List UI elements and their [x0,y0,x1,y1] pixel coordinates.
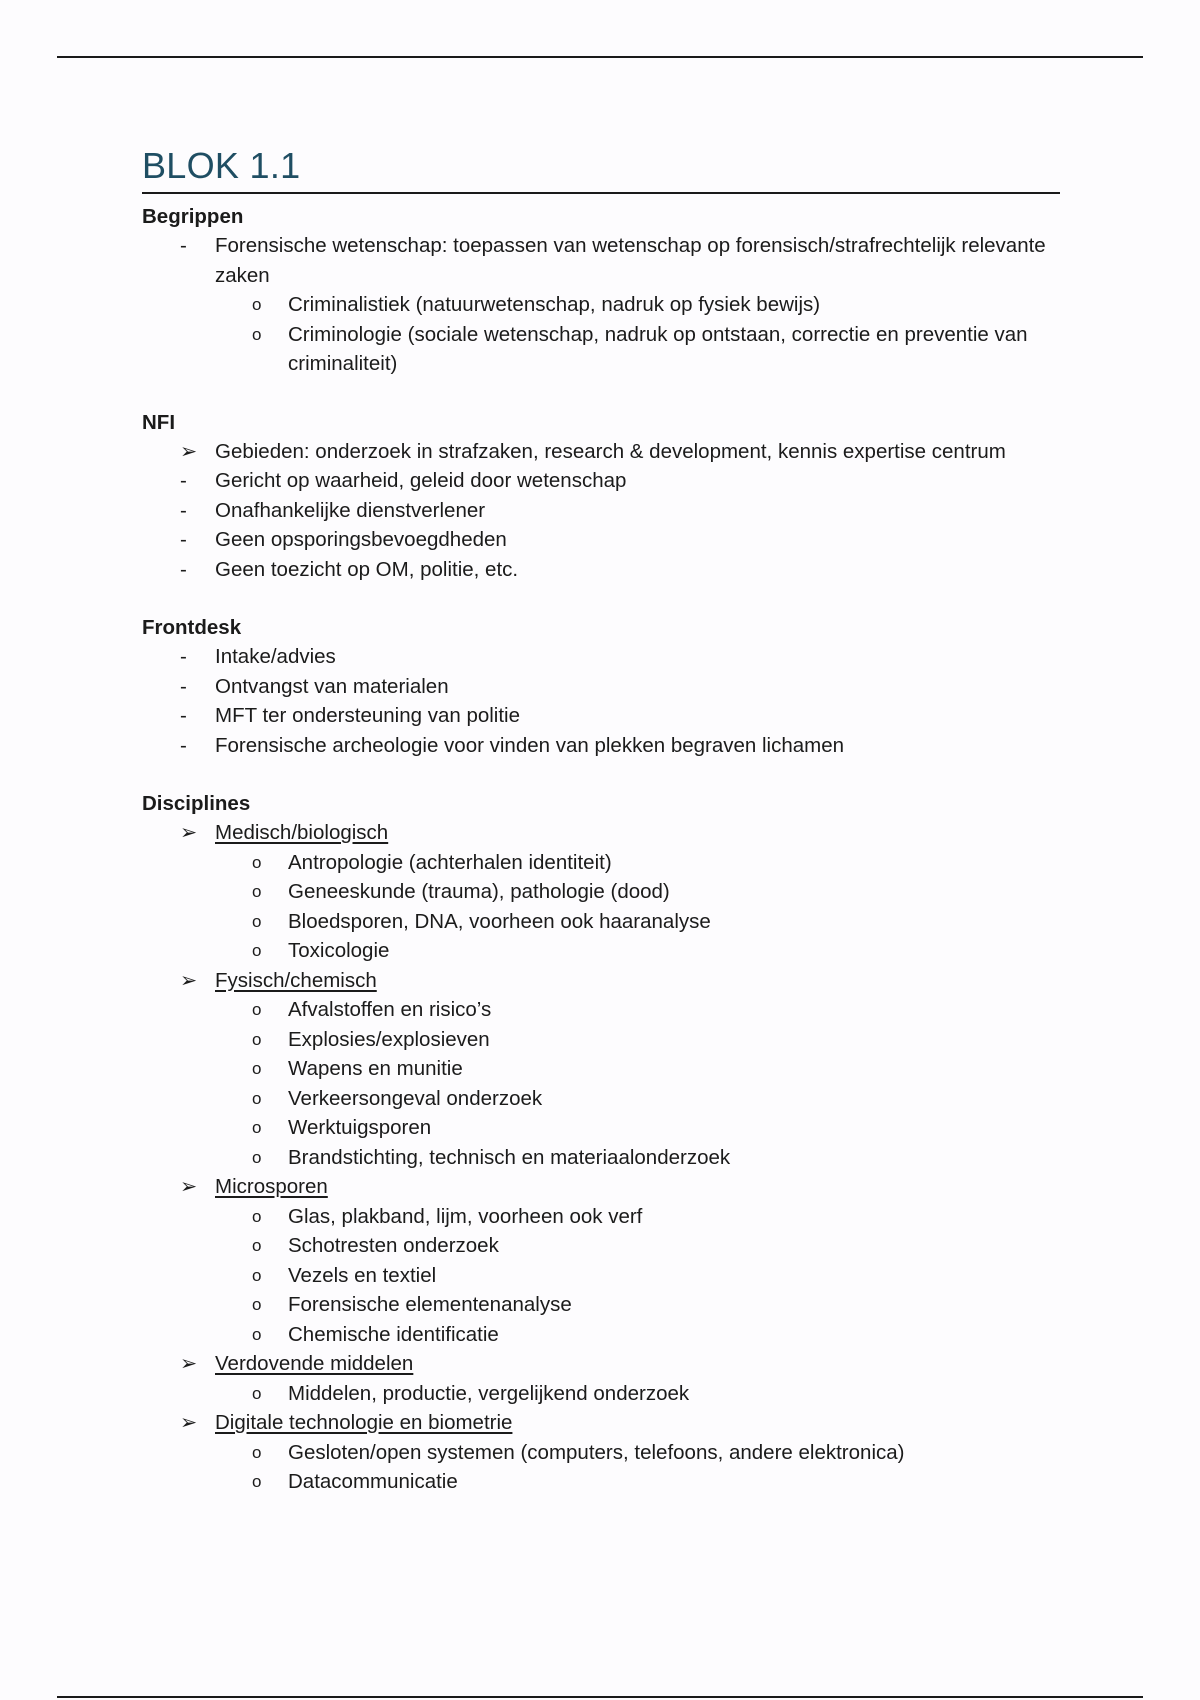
section-title: NFI [142,410,176,434]
dash-bullet-icon: - [180,234,187,257]
section-frontdesk [142,613,1062,760]
page-footer-rule [57,1696,1143,1698]
circle-bullet-icon: o [252,1442,262,1462]
circle-bullet-icon: o [252,1324,262,1344]
sub-list-item: o Afvalstoffen en risico’s [142,995,1062,1025]
sub-list-item: o Antropologie (achterhalen identiteit) [142,848,1062,878]
section-nfi [142,408,1062,585]
circle-bullet-icon: o [252,1265,262,1285]
sub-list-item: o Vezels en textiel [142,1261,1062,1291]
circle-bullet-icon: o [252,911,262,931]
sub-list-item: o Glas, plakband, lijm, voorheen ook verf [142,1202,1062,1232]
arrow-bullet-icon: ➢ [180,439,198,463]
discipline-group: ➢ Digitale technologie en biometrie [142,1408,1062,1438]
page-title: BLOK 1.1 [142,145,301,186]
dash-bullet-icon: - [180,645,187,668]
circle-bullet-icon: o [252,1059,262,1078]
circle-bullet-icon: o [252,1118,262,1137]
section-title: Disciplines [142,792,251,815]
section-title: Frontdesk [142,616,242,639]
sub-list-item: o Criminologie (sociale wetenschap, nadruk op ontstaan, correctie en preventie van criminaliteit) [142,320,1062,379]
arrow-bullet-icon: ➢ [180,1175,198,1198]
list-item: - Gericht op waarheid, geleid door wetenschap [142,466,1062,496]
list-item: - Geen toezicht op OM, politie, etc. [142,555,1062,585]
arrow-bullet-icon: ➢ [180,1352,198,1375]
circle-bullet-icon: o [252,1088,262,1108]
sub-list-item: o Middelen, productie, vergelijkend onderzoek [142,1379,1062,1409]
list-item: - Forensische wetenschap: toepassen van wetenschap op forensisch/strafrechtelijk relevante zaken [142,231,1062,290]
page-header-rule [57,56,1143,58]
circle-bullet-icon: o [252,941,262,960]
dash-bullet-icon: - [180,557,187,581]
arrow-bullet-icon: ➢ [180,821,198,844]
title-underline [142,192,1060,194]
circle-bullet-icon: o [252,1383,262,1403]
discipline-group: ➢ Microsporen [142,1172,1062,1202]
document-body [142,142,1062,1497]
list-item: - MFT ter ondersteuning van politie [142,701,1062,731]
discipline-group: ➢ Verdovende middelen [142,1349,1062,1379]
list-item: ➢ Gebieden: onderzoek in strafzaken, research & development, kennis expertise centrum [142,437,1062,467]
list-item: - Forensische archeologie voor vinden van plekken begraven lichamen [142,731,1062,761]
circle-bullet-icon: o [252,882,262,901]
circle-bullet-icon: o [252,324,262,344]
section-begrippen [142,202,1062,379]
sub-list-item: o Brandstichting, technisch en materiaalonderzoek [142,1143,1062,1173]
list-item: - Intake/advies [142,642,1062,672]
arrow-bullet-icon: ➢ [180,968,198,992]
list-item: - Geen opsporingsbevoegdheden [142,525,1062,555]
circle-bullet-icon: o [252,1147,262,1167]
circle-bullet-icon: o [252,1000,262,1019]
circle-bullet-icon: o [252,1029,262,1049]
circle-bullet-icon: o [252,1472,262,1491]
sub-list-item: o Criminalistiek (natuurwetenschap, nadruk op fysiek bewijs) [142,290,1062,320]
arrow-bullet-icon: ➢ [180,1411,198,1434]
sub-list-item: o Wapens en munitie [142,1054,1062,1084]
sub-list-item: o Werktuigsporen [142,1113,1062,1143]
list-item: - Onafhankelijke dienstverlener [142,496,1062,526]
discipline-group: ➢ Fysisch/chemisch [142,966,1062,996]
dash-bullet-icon: - [180,674,187,698]
sub-list-item: o Toxicologie [142,936,1062,966]
circle-bullet-icon: o [252,1295,262,1314]
dash-bullet-icon: - [180,528,187,551]
sub-list-item: o Forensische elementenanalyse [142,1290,1062,1320]
sub-list-item: o Schotresten onderzoek [142,1231,1062,1261]
sub-list-item: o Chemische identificatie [142,1320,1062,1350]
list-item: - Ontvangst van materialen [142,672,1062,702]
dash-bullet-icon: - [180,733,187,757]
dash-bullet-icon: - [180,469,187,492]
sub-list-item: o Verkeersongeval onderzoek [142,1084,1062,1114]
sub-list-item: o Explosies/explosieven [142,1025,1062,1055]
dash-bullet-icon: - [180,704,187,727]
dash-bullet-icon: - [180,498,187,522]
circle-bullet-icon: o [252,1206,262,1226]
section-disciplines [142,789,1062,1497]
discipline-group: ➢ Medisch/biologisch [142,818,1062,848]
sub-list-item: o Bloedsporen, DNA, voorheen ook haaranalyse [142,907,1062,937]
sub-list-item: o Geneeskunde (trauma), pathologie (dood) [142,877,1062,907]
section-title: Begrippen [142,205,244,228]
circle-bullet-icon: o [252,852,262,872]
circle-bullet-icon: o [252,1236,262,1255]
sub-list-item: o Datacommunicatie [142,1467,1062,1497]
circle-bullet-icon: o [252,295,262,314]
sub-list-item: o Gesloten/open systemen (computers, telefoons, andere elektronica) [142,1438,1062,1468]
